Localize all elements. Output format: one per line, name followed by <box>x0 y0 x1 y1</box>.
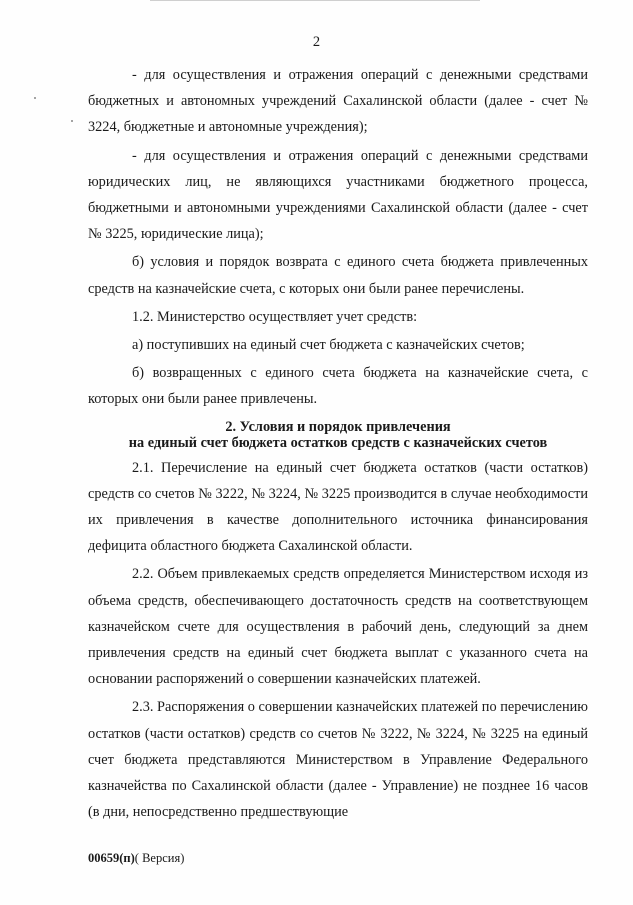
paragraph: - для осуществления и отражения операций с денежными средствами юридических лиц, не являющихся участниками бюджетного процесса, бюджетными и автономными учреждениями Сахалинской области (далее - счет № 3225, юридические лица); <box>88 147 588 243</box>
section-heading-line: на единый счет бюджета остатков средств с казначейских счетов <box>128 434 548 451</box>
page-number: 2 <box>312 34 321 50</box>
scan-edge-line <box>150 0 480 1</box>
paragraph: - для осуществления и отражения операций с денежными средствами бюджетных и автономных учреждений Сахалинской области (далее - счет № 3224, бюджетные и автономные учреждения); <box>88 67 588 136</box>
paragraph: а) поступивших на единый счет бюджета с казначейских счетов; <box>132 337 525 354</box>
paragraph: 2.1. Перечисление на единый счет бюджета остатков (части остатков) средств со счетов № 3222, № 3224, № 3225 производится в случае необходимости их привлечения в качестве дополнительного источника финансирования дефицита областного бюджета Сахалинской области. <box>88 459 588 555</box>
document-code: 00659(п) <box>88 851 135 865</box>
paragraph: 1.2. Министерство осуществляет учет средств: <box>132 308 418 325</box>
scan-speck <box>34 97 36 99</box>
scan-speck <box>71 120 73 122</box>
paragraph: 2.3. Распоряжения о совершении казначейских платежей по перечислению остатков (части остатков) средств со счетов № 3222, № 3224, № 3225 на единый счет бюджета представляются Министерством в Управление Федерального казначейства по Сахалинской области (далее - Управление) не позднее 16 часов (в дни, непосредственно предшествующие <box>88 699 588 821</box>
section-heading-line: 2. Условия и порядок привлечения <box>225 418 451 435</box>
document-body <box>88 62 588 825</box>
document-footer <box>88 851 184 866</box>
document-version: ( Версия) <box>134 851 185 865</box>
paragraph: б) возвращенных с единого счета бюджета на казначейские счета, с которых они были ранее привлечены. <box>88 365 588 408</box>
section-heading <box>88 419 588 451</box>
paragraph: б) условия и порядок возврата с единого счета бюджета привлеченных средств на казначейские счета, с которых они были ранее перечислены. <box>88 254 588 297</box>
paragraph: 2.2. Объем привлекаемых средств определяется Министерством исходя из объема средств, обеспечивающего достаточность средств на соответствующем казначейском счете для осуществления в рабочий день, следующий за днем привлечения средств на единый счет бюджета выплат с указанного счета на основании распоряжений о совершении казначейских платежей. <box>88 566 588 688</box>
